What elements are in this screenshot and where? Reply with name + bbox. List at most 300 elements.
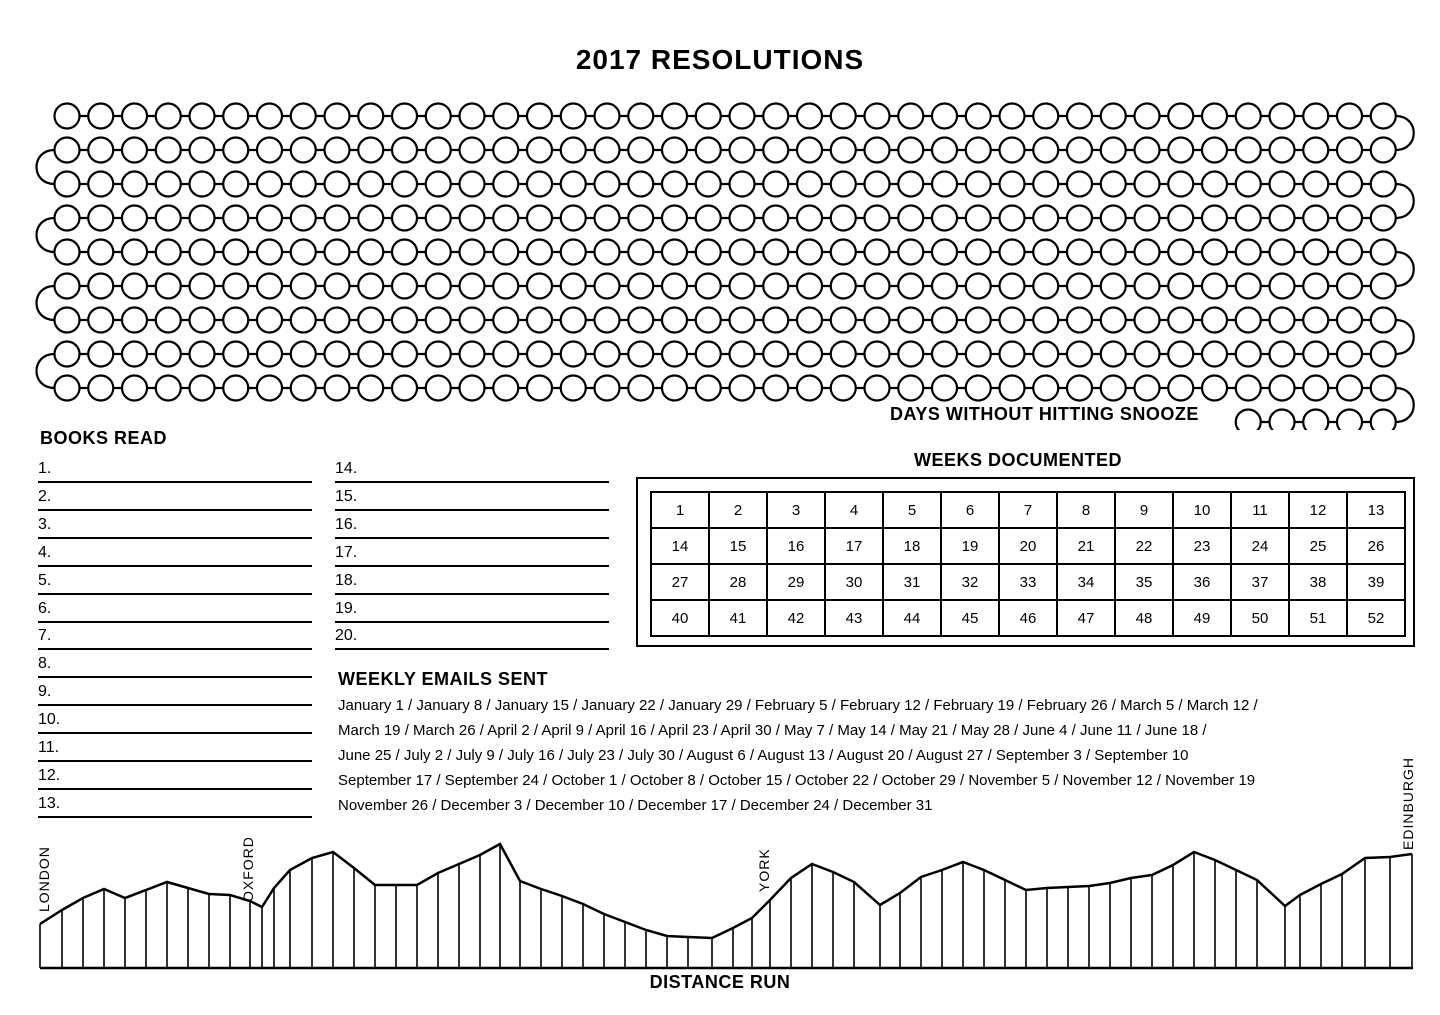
day-circle[interactable] <box>1270 206 1295 231</box>
book-entry-line[interactable] <box>335 543 609 567</box>
day-circle[interactable] <box>527 104 552 129</box>
day-circle[interactable] <box>662 138 687 163</box>
day-circle[interactable] <box>1337 308 1362 333</box>
book-entry-line[interactable] <box>38 626 312 650</box>
day-circle[interactable] <box>190 206 215 231</box>
week-cell[interactable]: 9 <box>1115 492 1173 528</box>
day-circle[interactable] <box>392 172 417 197</box>
week-cell[interactable]: 27 <box>651 564 709 600</box>
day-circle[interactable] <box>55 376 80 401</box>
week-cell[interactable]: 29 <box>767 564 825 600</box>
day-circle[interactable] <box>1033 104 1058 129</box>
day-circle[interactable] <box>628 240 653 265</box>
day-circle[interactable] <box>325 206 350 231</box>
day-circle[interactable] <box>156 206 181 231</box>
day-circle[interactable] <box>358 274 383 299</box>
day-circle[interactable] <box>1000 376 1025 401</box>
day-circle[interactable] <box>932 376 957 401</box>
day-circle[interactable] <box>190 240 215 265</box>
day-circle[interactable] <box>460 172 485 197</box>
day-circle[interactable] <box>1067 342 1092 367</box>
day-circle[interactable] <box>1101 376 1126 401</box>
day-circle[interactable] <box>1371 206 1396 231</box>
day-circle[interactable] <box>865 308 890 333</box>
day-circle[interactable] <box>1168 240 1193 265</box>
day-circle[interactable] <box>1303 104 1328 129</box>
day-circle[interactable] <box>190 138 215 163</box>
day-circle[interactable] <box>1371 138 1396 163</box>
day-circle[interactable] <box>730 172 755 197</box>
day-circle[interactable] <box>55 308 80 333</box>
day-circle[interactable] <box>966 206 991 231</box>
week-cell[interactable]: 45 <box>941 600 999 636</box>
day-circle[interactable] <box>392 342 417 367</box>
day-circle[interactable] <box>628 206 653 231</box>
day-circle[interactable] <box>932 274 957 299</box>
week-cell[interactable]: 46 <box>999 600 1057 636</box>
day-circle[interactable] <box>1270 308 1295 333</box>
day-circle[interactable] <box>932 172 957 197</box>
day-circle[interactable] <box>122 240 147 265</box>
day-circle[interactable] <box>223 104 248 129</box>
day-circle[interactable] <box>1000 240 1025 265</box>
day-circle[interactable] <box>932 138 957 163</box>
day-circle[interactable] <box>291 342 316 367</box>
day-circle[interactable] <box>392 308 417 333</box>
day-circle[interactable] <box>763 274 788 299</box>
day-circle[interactable] <box>898 274 923 299</box>
day-circle[interactable] <box>358 240 383 265</box>
day-circle[interactable] <box>865 172 890 197</box>
day-circle[interactable] <box>966 104 991 129</box>
day-circle[interactable] <box>696 308 721 333</box>
day-circle[interactable] <box>358 376 383 401</box>
day-circle[interactable] <box>88 342 113 367</box>
day-circle[interactable] <box>763 104 788 129</box>
day-circle[interactable] <box>1101 138 1126 163</box>
day-circle[interactable] <box>493 274 518 299</box>
day-circle[interactable] <box>156 240 181 265</box>
day-circle[interactable] <box>898 342 923 367</box>
day-circle[interactable] <box>1303 342 1328 367</box>
day-circle[interactable] <box>1067 104 1092 129</box>
day-circle[interactable] <box>662 376 687 401</box>
week-cell[interactable]: 11 <box>1231 492 1289 528</box>
day-circle[interactable] <box>358 104 383 129</box>
day-circle[interactable] <box>1033 240 1058 265</box>
day-circle[interactable] <box>1270 240 1295 265</box>
day-circle[interactable] <box>426 172 451 197</box>
day-circle[interactable] <box>1337 274 1362 299</box>
week-cell[interactable]: 38 <box>1289 564 1347 600</box>
day-circle[interactable] <box>966 274 991 299</box>
day-circle[interactable] <box>797 308 822 333</box>
day-circle[interactable] <box>1000 104 1025 129</box>
day-circle[interactable] <box>190 342 215 367</box>
day-circle[interactable] <box>291 376 316 401</box>
day-circle[interactable] <box>1101 342 1126 367</box>
week-cell[interactable]: 31 <box>883 564 941 600</box>
day-circle[interactable] <box>831 240 856 265</box>
day-circle[interactable] <box>1067 308 1092 333</box>
day-circle[interactable] <box>932 104 957 129</box>
day-circle[interactable] <box>1033 138 1058 163</box>
day-circle[interactable] <box>730 376 755 401</box>
day-circle[interactable] <box>460 274 485 299</box>
week-cell[interactable]: 51 <box>1289 600 1347 636</box>
day-circle[interactable] <box>696 240 721 265</box>
day-circle[interactable] <box>1168 376 1193 401</box>
day-circle[interactable] <box>1168 274 1193 299</box>
day-circle[interactable] <box>190 308 215 333</box>
day-circle[interactable] <box>1236 274 1261 299</box>
week-cell[interactable]: 13 <box>1347 492 1405 528</box>
day-circle[interactable] <box>156 104 181 129</box>
day-circle[interactable] <box>257 206 282 231</box>
day-circle[interactable] <box>797 274 822 299</box>
day-circle[interactable] <box>628 104 653 129</box>
day-circle[interactable] <box>898 308 923 333</box>
day-circle[interactable] <box>932 206 957 231</box>
book-entry-line[interactable] <box>38 515 312 539</box>
book-entry-line[interactable] <box>335 487 609 511</box>
day-circle[interactable] <box>662 308 687 333</box>
day-circle[interactable] <box>595 206 620 231</box>
book-entry-line[interactable] <box>335 459 609 483</box>
day-circle[interactable] <box>1236 308 1261 333</box>
week-cell[interactable]: 40 <box>651 600 709 636</box>
day-circle[interactable] <box>932 308 957 333</box>
day-circle[interactable] <box>493 104 518 129</box>
week-cell[interactable]: 2 <box>709 492 767 528</box>
day-circle[interactable] <box>257 274 282 299</box>
day-circle[interactable] <box>1101 206 1126 231</box>
day-circle[interactable] <box>1270 138 1295 163</box>
day-circle[interactable] <box>932 342 957 367</box>
day-circle[interactable] <box>1236 206 1261 231</box>
day-circle[interactable] <box>55 138 80 163</box>
day-circle[interactable] <box>223 376 248 401</box>
day-circle[interactable] <box>1000 308 1025 333</box>
day-circle[interactable] <box>730 342 755 367</box>
day-circle[interactable] <box>1168 172 1193 197</box>
day-circle[interactable] <box>662 206 687 231</box>
book-entry-line[interactable] <box>38 599 312 623</box>
day-circle[interactable] <box>392 240 417 265</box>
day-circle[interactable] <box>122 342 147 367</box>
day-circle[interactable] <box>1337 104 1362 129</box>
day-circle[interactable] <box>763 206 788 231</box>
day-circle[interactable] <box>595 240 620 265</box>
day-circle[interactable] <box>595 308 620 333</box>
day-circle[interactable] <box>831 342 856 367</box>
day-circle[interactable] <box>426 240 451 265</box>
day-circle[interactable] <box>392 104 417 129</box>
day-circle[interactable] <box>763 376 788 401</box>
day-circle[interactable] <box>223 240 248 265</box>
day-circle[interactable] <box>122 172 147 197</box>
day-circle[interactable] <box>325 308 350 333</box>
day-circle[interactable] <box>1371 240 1396 265</box>
week-cell[interactable]: 39 <box>1347 564 1405 600</box>
day-circle[interactable] <box>1202 342 1227 367</box>
day-circle[interactable] <box>1202 104 1227 129</box>
day-circle[interactable] <box>1337 172 1362 197</box>
day-circle[interactable] <box>1168 308 1193 333</box>
week-cell[interactable]: 16 <box>767 528 825 564</box>
day-circle[interactable] <box>865 274 890 299</box>
day-circle[interactable] <box>55 172 80 197</box>
day-circle[interactable] <box>156 172 181 197</box>
day-circle[interactable] <box>1270 172 1295 197</box>
day-circle[interactable] <box>55 104 80 129</box>
day-circle[interactable] <box>1371 172 1396 197</box>
day-circle[interactable] <box>527 206 552 231</box>
day-circle[interactable] <box>1000 172 1025 197</box>
day-circle[interactable] <box>1202 308 1227 333</box>
day-circle[interactable] <box>122 206 147 231</box>
day-circle[interactable] <box>291 138 316 163</box>
day-circle[interactable] <box>460 104 485 129</box>
day-circle[interactable] <box>1067 274 1092 299</box>
week-cell[interactable]: 10 <box>1173 492 1231 528</box>
day-circle[interactable] <box>88 376 113 401</box>
day-circle[interactable] <box>257 342 282 367</box>
day-circle[interactable] <box>1135 104 1160 129</box>
day-circle[interactable] <box>831 206 856 231</box>
day-circle[interactable] <box>797 342 822 367</box>
day-circle[interactable] <box>122 138 147 163</box>
week-cell[interactable]: 8 <box>1057 492 1115 528</box>
day-circle[interactable] <box>1067 206 1092 231</box>
day-circle[interactable] <box>426 376 451 401</box>
day-circle[interactable] <box>1236 240 1261 265</box>
day-circle[interactable] <box>156 308 181 333</box>
day-circle[interactable] <box>898 376 923 401</box>
day-circle[interactable] <box>493 342 518 367</box>
day-circle[interactable] <box>662 104 687 129</box>
day-circle[interactable] <box>1202 172 1227 197</box>
week-cell[interactable]: 5 <box>883 492 941 528</box>
day-circle[interactable] <box>493 206 518 231</box>
day-circle[interactable] <box>595 342 620 367</box>
day-circle[interactable] <box>1033 376 1058 401</box>
week-cell[interactable]: 14 <box>651 528 709 564</box>
day-circle[interactable] <box>1000 206 1025 231</box>
week-cell[interactable]: 37 <box>1231 564 1289 600</box>
day-circle[interactable] <box>527 240 552 265</box>
day-circle[interactable] <box>628 376 653 401</box>
book-entry-line[interactable] <box>335 515 609 539</box>
week-cell[interactable]: 15 <box>709 528 767 564</box>
day-circle[interactable] <box>88 206 113 231</box>
day-circle[interactable] <box>696 342 721 367</box>
day-circle[interactable] <box>291 308 316 333</box>
day-circle[interactable] <box>1303 308 1328 333</box>
day-circle[interactable] <box>1371 376 1396 401</box>
day-circle[interactable] <box>156 138 181 163</box>
day-circle[interactable] <box>1135 308 1160 333</box>
day-circle[interactable] <box>831 172 856 197</box>
week-cell[interactable]: 3 <box>767 492 825 528</box>
day-circle[interactable] <box>1303 206 1328 231</box>
day-circle[interactable] <box>561 172 586 197</box>
day-circle[interactable] <box>898 104 923 129</box>
day-circle[interactable] <box>257 138 282 163</box>
week-cell[interactable]: 52 <box>1347 600 1405 636</box>
day-circle[interactable] <box>1033 172 1058 197</box>
day-circle[interactable] <box>1337 410 1362 431</box>
day-circle[interactable] <box>1270 274 1295 299</box>
week-cell[interactable]: 6 <box>941 492 999 528</box>
day-circle[interactable] <box>662 172 687 197</box>
week-cell[interactable]: 20 <box>999 528 1057 564</box>
day-circle[interactable] <box>1236 172 1261 197</box>
day-circle[interactable] <box>1337 240 1362 265</box>
day-circle[interactable] <box>797 138 822 163</box>
day-circle[interactable] <box>291 104 316 129</box>
week-cell[interactable]: 41 <box>709 600 767 636</box>
day-circle[interactable] <box>325 240 350 265</box>
day-circle[interactable] <box>291 206 316 231</box>
day-circle[interactable] <box>55 206 80 231</box>
day-circle[interactable] <box>1000 274 1025 299</box>
day-circle[interactable] <box>595 172 620 197</box>
day-circle[interactable] <box>898 172 923 197</box>
day-circle[interactable] <box>527 376 552 401</box>
day-circle[interactable] <box>88 274 113 299</box>
week-cell[interactable]: 35 <box>1115 564 1173 600</box>
day-circle[interactable] <box>1303 274 1328 299</box>
day-circle[interactable] <box>1202 240 1227 265</box>
day-circle[interactable] <box>156 342 181 367</box>
day-circle[interactable] <box>122 308 147 333</box>
day-circle[interactable] <box>392 138 417 163</box>
week-cell[interactable]: 19 <box>941 528 999 564</box>
book-entry-line[interactable] <box>38 682 312 706</box>
day-circle[interactable] <box>1371 274 1396 299</box>
day-circle[interactable] <box>1101 104 1126 129</box>
day-circle[interactable] <box>730 104 755 129</box>
day-circle[interactable] <box>1303 172 1328 197</box>
day-circle[interactable] <box>1303 138 1328 163</box>
day-circle[interactable] <box>1236 342 1261 367</box>
day-circle[interactable] <box>831 138 856 163</box>
day-circle[interactable] <box>223 172 248 197</box>
day-circle[interactable] <box>595 138 620 163</box>
day-circle[interactable] <box>493 376 518 401</box>
day-circle[interactable] <box>460 342 485 367</box>
week-cell[interactable]: 48 <box>1115 600 1173 636</box>
day-circle[interactable] <box>628 172 653 197</box>
day-circle[interactable] <box>122 274 147 299</box>
day-circle[interactable] <box>797 206 822 231</box>
day-circle[interactable] <box>898 206 923 231</box>
day-circle[interactable] <box>223 308 248 333</box>
day-circle[interactable] <box>898 240 923 265</box>
day-circle[interactable] <box>696 206 721 231</box>
week-cell[interactable]: 28 <box>709 564 767 600</box>
day-circle[interactable] <box>865 104 890 129</box>
day-circle[interactable] <box>325 274 350 299</box>
day-circle[interactable] <box>1202 206 1227 231</box>
book-entry-line[interactable] <box>38 738 312 762</box>
day-circle[interactable] <box>628 274 653 299</box>
day-circle[interactable] <box>527 274 552 299</box>
day-circle[interactable] <box>1270 376 1295 401</box>
day-circle[interactable] <box>325 138 350 163</box>
week-cell[interactable]: 18 <box>883 528 941 564</box>
day-circle[interactable] <box>966 308 991 333</box>
day-circle[interactable] <box>257 308 282 333</box>
book-entry-line[interactable] <box>335 626 609 650</box>
week-cell[interactable]: 33 <box>999 564 1057 600</box>
week-cell[interactable]: 21 <box>1057 528 1115 564</box>
week-cell[interactable]: 1 <box>651 492 709 528</box>
day-circle[interactable] <box>932 240 957 265</box>
week-cell[interactable]: 4 <box>825 492 883 528</box>
day-circle[interactable] <box>763 240 788 265</box>
day-circle[interactable] <box>325 172 350 197</box>
day-circle[interactable] <box>1067 240 1092 265</box>
day-circle[interactable] <box>392 206 417 231</box>
day-circle[interactable] <box>55 240 80 265</box>
day-circle[interactable] <box>527 138 552 163</box>
day-circle[interactable] <box>1067 376 1092 401</box>
week-cell[interactable]: 22 <box>1115 528 1173 564</box>
day-circle[interactable] <box>1337 206 1362 231</box>
day-circle[interactable] <box>1270 342 1295 367</box>
day-circle[interactable] <box>1337 342 1362 367</box>
book-entry-line[interactable] <box>335 599 609 623</box>
day-circle[interactable] <box>1033 206 1058 231</box>
day-circle[interactable] <box>1236 410 1261 431</box>
day-circle[interactable] <box>561 138 586 163</box>
day-circle[interactable] <box>460 376 485 401</box>
book-entry-line[interactable] <box>38 654 312 678</box>
day-circle[interactable] <box>358 308 383 333</box>
day-circle[interactable] <box>1101 274 1126 299</box>
week-cell[interactable]: 42 <box>767 600 825 636</box>
day-circle[interactable] <box>966 138 991 163</box>
day-circle[interactable] <box>1067 172 1092 197</box>
day-circle[interactable] <box>493 308 518 333</box>
day-circle[interactable] <box>88 240 113 265</box>
day-circle[interactable] <box>561 274 586 299</box>
day-circle[interactable] <box>460 240 485 265</box>
day-circle[interactable] <box>561 376 586 401</box>
day-circle[interactable] <box>763 172 788 197</box>
day-circle[interactable] <box>1033 308 1058 333</box>
day-circle[interactable] <box>730 274 755 299</box>
day-circle[interactable] <box>831 274 856 299</box>
day-circle[interactable] <box>1000 138 1025 163</box>
day-circle[interactable] <box>223 206 248 231</box>
day-circle[interactable] <box>88 172 113 197</box>
week-cell[interactable]: 32 <box>941 564 999 600</box>
day-circle[interactable] <box>1303 240 1328 265</box>
day-circle[interactable] <box>88 104 113 129</box>
day-circle[interactable] <box>1168 104 1193 129</box>
day-circle[interactable] <box>1135 138 1160 163</box>
day-circle[interactable] <box>190 172 215 197</box>
day-circle[interactable] <box>1371 308 1396 333</box>
day-circle[interactable] <box>1033 274 1058 299</box>
day-circle[interactable] <box>1168 138 1193 163</box>
day-circle[interactable] <box>1168 206 1193 231</box>
day-circle[interactable] <box>595 274 620 299</box>
day-circle[interactable] <box>1337 376 1362 401</box>
